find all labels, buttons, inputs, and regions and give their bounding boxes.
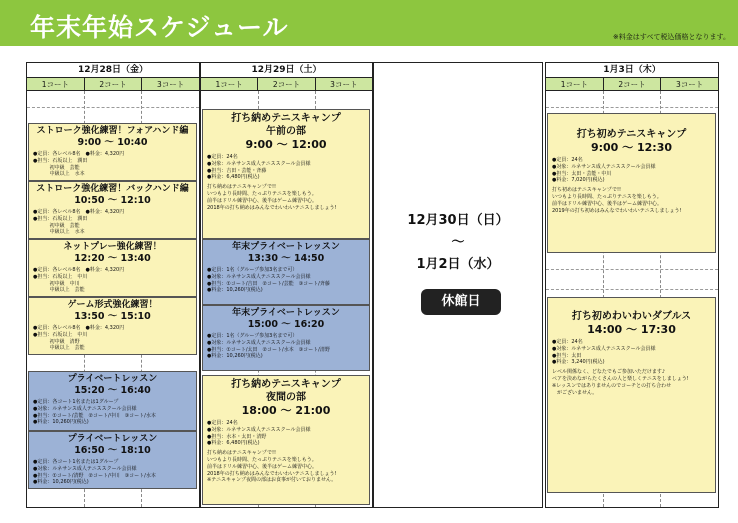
- closed-from-date: 12月30日（日）: [407, 213, 509, 228]
- year-end-private-block-2[interactable]: [202, 305, 370, 371]
- block-title: プライベートレッスン: [67, 374, 158, 384]
- block-title: ゲーム形式強化練習！: [67, 300, 158, 310]
- block-time: 9:00 〜 12:00: [245, 138, 327, 151]
- private-lesson-block-2[interactable]: [28, 431, 197, 489]
- game-form-block[interactable]: [28, 297, 197, 355]
- block-details: ●定員：1名（グループ参加3名まで可） ●対象：ルネサンス成人テニススクール会員様 ●担当：①コート/太田 ②コート/水本 ③コート/清野 ●料金：10,260円(税込): [207, 333, 330, 360]
- net-play-block[interactable]: [28, 239, 197, 297]
- price-note: ※料金はすべて税込価格となります。: [612, 33, 730, 41]
- block-description: 打ち納めはテニスキャンプで!! いつもより長時間、たっぷりテニスを楽しもう。 前半はドリル練習中心、後半はゲーム練習中心。 2018年の打ち納めはみんなでわいわいテニスしましょう!: [207, 184, 337, 211]
- new-year-doubles-block[interactable]: [547, 297, 716, 493]
- block-description: レベル関係なく、どなたでもご参加いただけます♪ ペアを決めながらたくさんの人と楽しくテニスをしましょう! ※レッスンではありませんのでコーチとの打ち合わせ がございません。: [552, 369, 689, 396]
- block-details: ●定員：各レベル8名 ●料金：4,320円 ●担当：石坂以上 中川 初中級 中川 中級以上 芸能: [33, 267, 125, 294]
- block-title: 年末プライベートレッスン: [232, 308, 340, 318]
- block-time: 15:00 〜 16:20: [247, 319, 325, 330]
- new-year-camp-block[interactable]: [547, 113, 716, 253]
- block-title: 打ち初めわいわいダブルス: [571, 311, 692, 322]
- block-time: 9:00 〜 12:30: [590, 141, 673, 154]
- stroke-backhand-block[interactable]: [28, 181, 197, 239]
- block-time: 14:00 〜 17:30: [587, 323, 676, 336]
- court-label: 2コート: [258, 78, 315, 90]
- court-label: 3コート: [661, 78, 718, 90]
- court-header-row: [27, 78, 199, 91]
- block-description: 打ち納めはテニスキャンプで!! いつもより長時間、たっぷりテニスを楽しもう。 前半はドリル練習中心、後半はゲーム練習中心。 2018年の打ち納めはみんなでわいわいテニスしましょう! ※テニスキャンプ夜間の部はお食事が付いておりません。: [207, 450, 337, 484]
- court-label: 2コート: [85, 78, 143, 90]
- court-label: 1コート: [27, 78, 85, 90]
- year-end-private-block-1[interactable]: [202, 239, 370, 305]
- block-details: ●定員：各レベル8名 ●料金：4,320円 ●担当：石坂以上 潤田 初中級 芸能 中級以上 水本: [33, 151, 125, 178]
- block-details: ●定員：各コート1名または1グループ ●対象：ルネサンス成人テニススクール会員様 ●担当：①コート/芸能 ②コート/中川 ③コート/水本 ●料金：10,260円(税込): [33, 399, 156, 426]
- block-details: ●定員：各レベル8名 ●料金：4,320円 ●担当：石坂以上 中川 初中級 清野 中級以上 芸能: [33, 325, 125, 352]
- block-time: 10:50 〜 12:10: [74, 195, 151, 206]
- block-details: ●定員：各レベル8名 ●料金：4,320円 ●担当：石坂以上 潤田 初中級 芸能 中級以上 水本: [33, 209, 125, 236]
- block-title: ストローク強化練習！バックハンド編: [36, 184, 189, 194]
- court-header-row: [201, 78, 372, 91]
- block-subtitle: 午前の部: [266, 126, 306, 137]
- court-header-row: [546, 78, 718, 91]
- day-column-dec28: [26, 62, 200, 508]
- block-time: 13:50 〜 15:10: [74, 311, 151, 322]
- block-details: ●定員：1名（グループ参加3名まで可） ●対象：ルネサンス成人テニススクール会員様 ●担当：①コート/吉田 ②コート/芸能 ③コート/斉藤 ●料金：10,260円(税込): [207, 267, 330, 294]
- block-time: 9:00 〜 10:40: [77, 137, 148, 148]
- court-label: 1コート: [546, 78, 604, 90]
- block-time: 18:00 〜 21:00: [241, 404, 331, 417]
- closed-tilde: 〜: [451, 235, 465, 250]
- block-details: ●定員：各コート1名または1グループ ●対象：ルネサンス成人テニススクール会員様 ●担当：①コート/清野 ②コート/中川 ③コート/水本 ●料金：10,260円(税込): [33, 459, 156, 486]
- block-title: 打ち初めテニスキャンプ: [576, 129, 687, 140]
- camp-morning-block[interactable]: [202, 109, 370, 239]
- block-time: 13:30 〜 14:50: [247, 253, 325, 264]
- court-label: 3コート: [142, 78, 199, 90]
- day-header: 12月29日（土）: [201, 63, 372, 78]
- block-time: 12:20 〜 13:40: [74, 253, 151, 264]
- block-time: 15:20 〜 16:40: [74, 385, 151, 396]
- stroke-forehand-block[interactable]: [28, 123, 197, 181]
- block-title: ストローク強化練習！フォアハンド編: [36, 126, 189, 136]
- closed-badge: 休館日: [421, 289, 501, 315]
- camp-evening-block[interactable]: [202, 375, 370, 505]
- block-details: ●定員：24名 ●対象：ルネサンス成人テニススクール会員様 ●担当：水本・太田・清野 ●料金：6,480円(税込): [207, 420, 311, 447]
- block-details: ●定員：24名 ●対象：ルネサンス成人テニススクール会員様 ●担当：太田 ●料金：3,240円(税込): [552, 339, 656, 366]
- page-title: 年末年始スケジュール: [30, 13, 289, 42]
- day-column-dec29: [200, 62, 373, 508]
- day-column-jan3: [545, 62, 719, 508]
- block-subtitle: 夜間の部: [266, 392, 306, 403]
- block-title: ネットプレー強化練習！: [63, 242, 162, 252]
- closed-period-column: [373, 62, 543, 508]
- block-time: 16:50 〜 18:10: [74, 445, 151, 456]
- block-title: プライベートレッスン: [67, 434, 158, 444]
- court-label: 2コート: [604, 78, 662, 90]
- block-title: 打ち納めテニスキャンプ: [231, 379, 341, 390]
- private-lesson-block-1[interactable]: [28, 371, 197, 431]
- day-header: 1月3日（木）: [546, 63, 718, 78]
- court-label: 1コート: [201, 78, 258, 90]
- day-header: 12月28日（金）: [27, 63, 199, 78]
- block-details: ●定員：24名 ●対象：ルネサンス成人テニススクール会員様 ●担当：吉田・芸能・斉藤 ●料金：6,480円(税込): [207, 154, 311, 181]
- closed-to-date: 1月2日（水）: [416, 257, 500, 272]
- block-title: 年末プライベートレッスン: [232, 242, 340, 252]
- block-description: 打ち初めはテニスキャンプで!! いつもより長時間、たっぷりテニスを楽しもう。 前半はドリル練習中心、後半はゲーム練習中心。 2019年の打ち初めはみんなでわいわいテニスしましょう!: [552, 187, 682, 214]
- court-label: 3コート: [316, 78, 372, 90]
- block-details: ●定員：24名 ●対象：ルネサンス成人テニススクール会員様 ●担当：太田・芸能・中川 ●料金：7,020円(税込): [552, 157, 656, 184]
- block-title: 打ち納めテニスキャンプ: [231, 113, 341, 124]
